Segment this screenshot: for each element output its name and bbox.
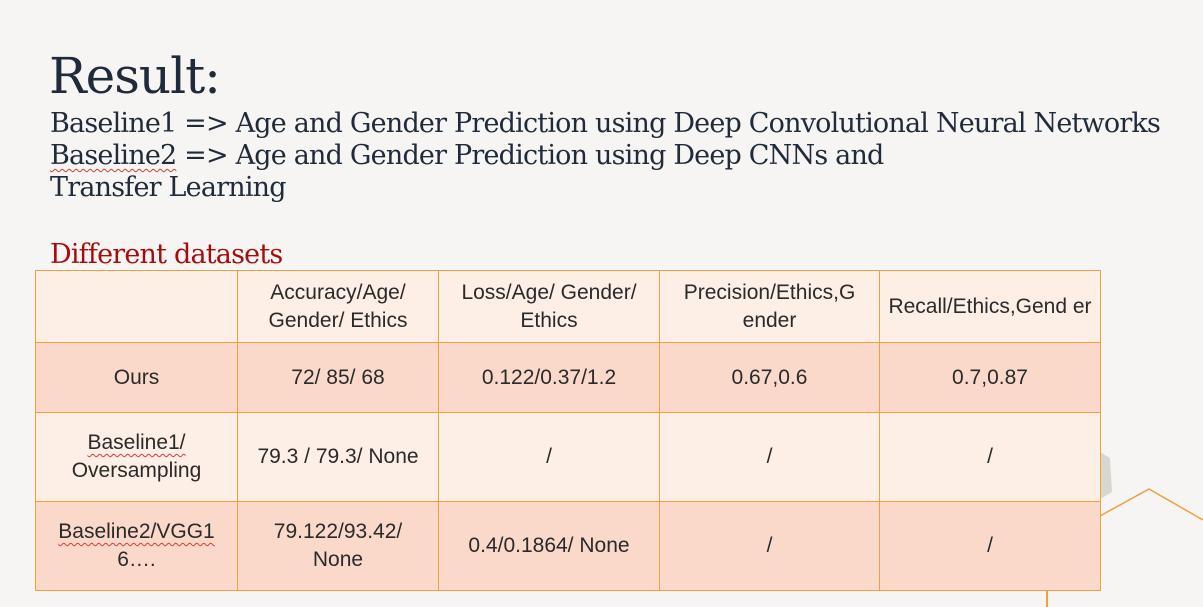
table-cell: 0.122/0.37/1.2: [439, 343, 660, 413]
table-cell: 0.4/0.1864/ None: [439, 502, 660, 591]
baseline2-continued: Transfer Learning: [50, 172, 286, 203]
table-header-row: [36, 271, 1101, 343]
datasets-heading: Different datasets: [50, 239, 283, 270]
row-label: [36, 502, 238, 591]
table-cell: /: [439, 413, 660, 502]
row-label: [36, 413, 238, 502]
table-cell: 0.7,0.87: [880, 343, 1101, 413]
baseline2-name: Baseline2: [50, 140, 177, 171]
baseline2-desc: Age and Gender Prediction using Deep CNNs and: [235, 140, 884, 171]
table-cell: /: [660, 502, 880, 591]
row-label-main: Baseline2/VGG1: [58, 520, 215, 543]
table-row: [36, 413, 1101, 502]
header-cell-loss: Loss/Age/ Gender/ Ethics: [439, 271, 660, 343]
gray-hexagon-shape: [1100, 452, 1112, 498]
results-table: [35, 270, 1101, 591]
baseline2-line: [50, 140, 1160, 172]
table-cell: /: [660, 413, 880, 502]
header-cell-precision: Precision/Ethics,G ender: [660, 271, 880, 343]
table-cell: 0.67,0.6: [660, 343, 880, 413]
table-cell: 79.3 / 79.3/ None: [238, 413, 439, 502]
page-title: Result:: [49, 47, 221, 105]
row-label-sub: 6….: [117, 548, 156, 571]
table-cell: /: [880, 502, 1101, 591]
header-cell-empty: [36, 271, 238, 343]
orange-line-shape: [1100, 489, 1203, 520]
header-cell-accuracy: Accuracy/Age/ Gender/ Ethics: [238, 271, 439, 343]
row-label: Ours: [36, 343, 238, 413]
table-row: [36, 343, 1101, 413]
baseline2-arrow: =>: [176, 140, 236, 171]
header-cell-recall: Recall/Ethics,Gend er: [880, 271, 1101, 343]
row-label-sub: Oversampling: [71, 459, 202, 482]
baseline1-line: [50, 108, 1160, 140]
table-cell: 72/ 85/ 68: [238, 343, 439, 413]
baseline1-desc: Age and Gender Prediction using Deep Convolutional Neural Networks: [235, 108, 1161, 139]
baseline1-name: Baseline1: [50, 108, 177, 139]
table-cell: 79.122/93.42/ None: [238, 502, 439, 591]
row-label-main: Baseline1/: [87, 431, 186, 454]
baseline1-arrow: =>: [176, 108, 236, 139]
table-row: [36, 502, 1101, 591]
baselines-description: [50, 108, 1160, 204]
table-cell: /: [880, 413, 1101, 502]
